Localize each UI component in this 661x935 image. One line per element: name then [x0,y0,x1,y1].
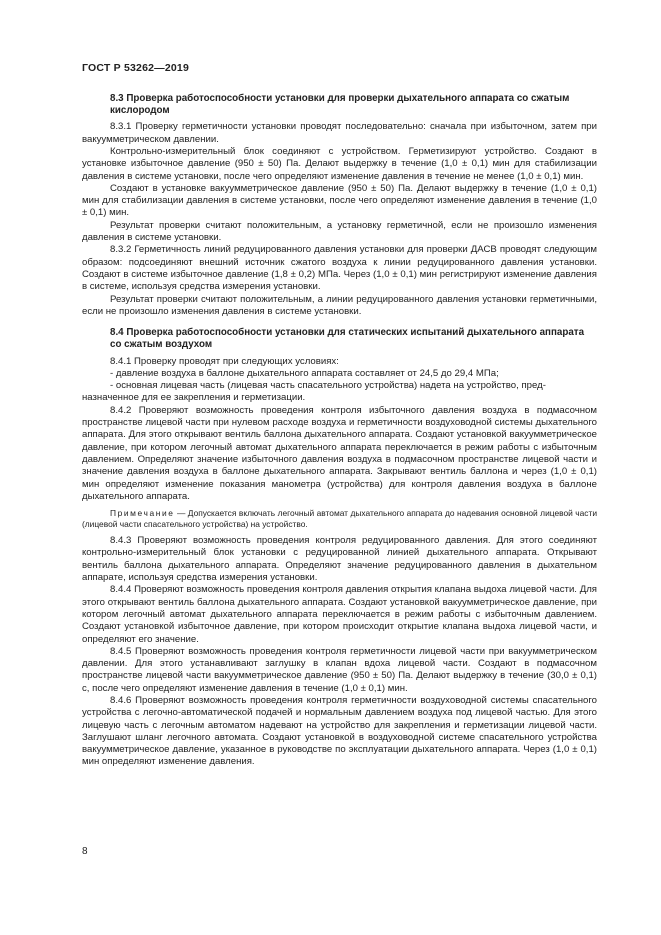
page-number: 8 [82,846,88,857]
document-body [82,93,597,769]
paragraph-8-4-4: 8.4.4 Проверяют возможность проведения контроля давления открытия клапана выдоха лицевой части. Для этого открывают вентиль баллона дыхательного аппарата. Создают установкой вакуумметрическое давление, при котором легочный автомат дыхательного аппарата переключается в режим работы с избыточным давлением. Создают установкой избыточное давление, при котором происходит открытие клапана выдоха лицевой части, и определяют его значение. [82,584,597,645]
paragraph: Создают в установке вакуумметрическое давление (950 ± 50) Па. Делают выдержку в течение (1,0 ± 0,1) мин для стабилизации давления в системе установки, после чего определяют изменение давления в течение (1,0 ± 0,1) мин. [82,182,597,219]
paragraph: Контрольно-измерительный блок соединяют с устройством. Герметизируют устройство. Создают в установке избыточное давление (950 ± 50) Па. Делают выдержку в течение (1,0 ± 0,1) мин для стабилизации давления в системе установки, после чего определяют изменение давления в течение не менее (1,0 ± 0,1) мин. [82,146,597,182]
paragraph-8-4-1: 8.4.1 Проверку проводят при следующих условиях: [110,355,339,367]
section-8-4-heading: 8.4 Проверка работоспособности установки для статических испытаний дыхательного аппарата со сжатым воздухом [110,327,585,351]
note-label: Примечание [110,508,175,519]
conditions-list [82,368,597,405]
paragraph-8-4-2: 8.4.2 Проверяют возможность проведения контроля избыточного давления воздуха в подмасочном пространстве лицевой части при нулевом расходе воздуха и герметичности воздуховодной системы дыхательного аппарата. Для этого открывают вентиль баллона дыхательного аппарата. Создают установкой вакуумметрическое давление, при котором легочный автомат дыхательного аппарата переключается в режим работы с избыточным давлением. Определяют значение избыточного давления воздуха в подмасочном пространстве лицевой части и значение давления воздуха в баллоне дыхательного аппарата. Закрывают вентиль баллона и через (1,0 ± 0,1) мин определяют изменение показания манометра (устройства) для контроля давления воздуха в баллоне дыхательного аппарата. [82,404,597,502]
paragraph: Результат проверки считают положительным, а линии редуцированного давления установки герметичными, если не произошло изменения давления в системе установки. [82,293,597,317]
list-item-continuation: назначенное для ее закрепления и герметизации. [82,392,306,404]
list-item: - давление воздуха в баллоне дыхательного аппарата составляет от 24,5 до 29,4 МПа; [110,367,499,379]
note [82,508,597,530]
paragraph: Результат проверки считают положительным, а установку герметичной, если не произошло изменения давления в системе установки. [82,219,597,244]
note-text: — Допускается включать легочный автомат дыхательного аппарата до надевания основной лицевой части (лицевой части спасательного устройства) на устройство. [82,508,597,530]
list-item: - основная лицевая часть (лицевая часть спасательного устройства) надета на устройство, пред- [110,380,546,392]
paragraph-8-3-1: 8.3.1 Проверку герметичности установки проводят последовательно: сначала при избыточном, затем при вакуумметрическом давлении. [82,121,597,145]
paragraph-8-4-3: 8.4.3 Проверяют возможность проведения контроля редуцированного давления. Для этого соединяют контрольно-измерительный блок установки с редуцированной линией дыхательного аппарата. Открывают вентиль баллона дыхательного аппарата. Определяют значение редуцированного давления в дыхательном аппарате, используя средства измерения установки. [82,535,597,584]
paragraph-8-4-6: 8.4.6 Проверяют возможность проведения контроля герметичности воздуховодной системы спасательного устройства с легочно-автоматической подачей и нормальным давлением воздуха под лицевой частью. Для этого лицевую часть с легочным автоматом надевают на устройство для закрепления и герметизации лицевой части. Заглушают шланг легочного автомата. Создают установкой в воздуховодной системе спасательного устройства вакуумметрическое давление, указанное в руководстве по эксплуатации дыхательного аппарата. Через (1,0 ± 0,1) мин определяют изменение давления. [82,694,597,768]
paragraph-8-4-5: 8.4.5 Проверяют возможность проведения контроля герметичности лицевой части при вакуумметрическом давлении. Для этого устанавливают заглушку в клапан вдоха лицевой части. Создают в подмасочном пространстве лицевой части вакуумметрическое давление (950 ± 50) Па. Делают выдержку в течение (30,0 ± 0,1) с, после чего определяют изменение давления в течение (1,0 ± 0,1) мин. [82,645,597,694]
paragraph-8-3-2: 8.3.2 Герметичность линий редуцированного давления установки для проверки ДАСВ проводят следующим образом: подсоединяют внешний источник сжатого воздуха к линии редуцированного давления установки. Создают в системе избыточное давление (1,8 ± 0,2) МПа. Через (1,0 ± 0,1) мин регистрируют изменение давления в системе, используя средства измерения установки. [82,244,597,293]
section-8-3-heading: 8.3 Проверка работоспособности установки для проверки дыхательного аппарата со сжатым кислородом [110,93,570,117]
document-header: ГОСТ Р 53262—2019 [82,62,190,74]
